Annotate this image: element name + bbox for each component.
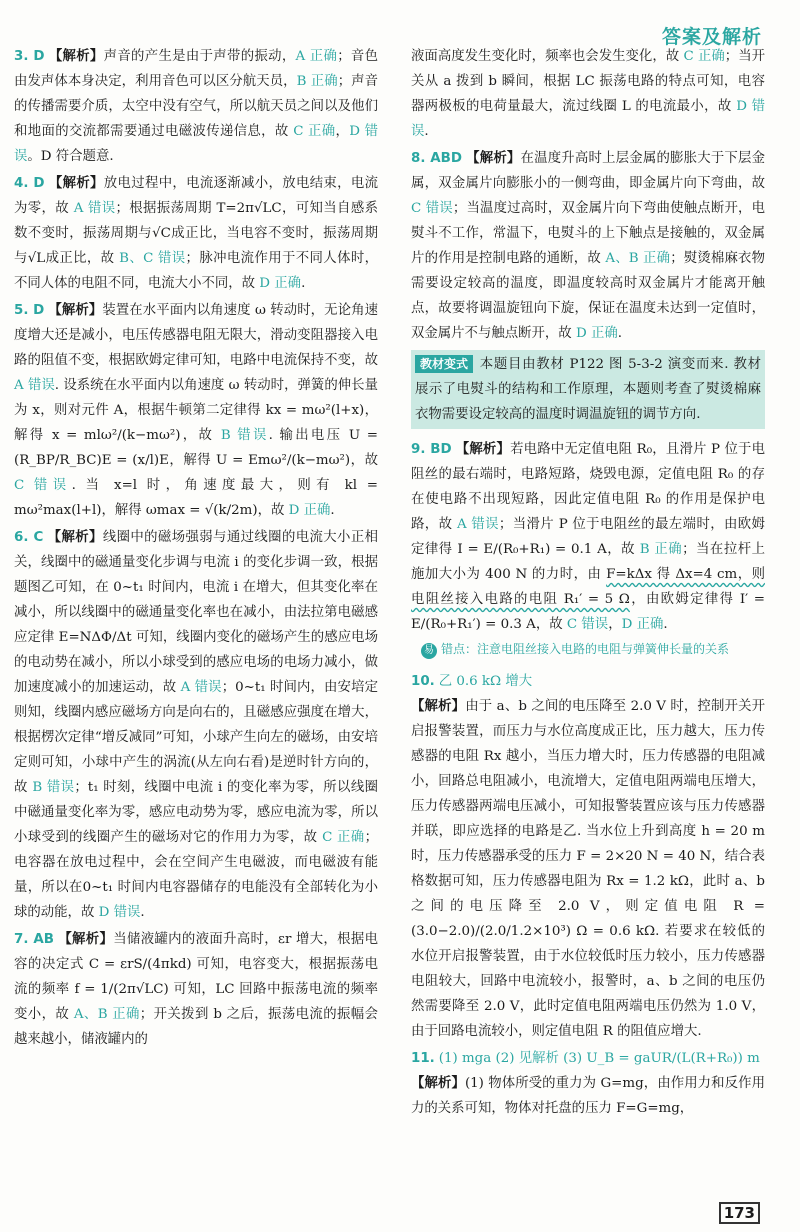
answer-3 [14, 44, 378, 169]
error-prone-icon: 易 [421, 643, 437, 659]
choice-judgement: A 错误 [180, 680, 222, 695]
text: 当储液罐内的液面升高时，εr 增大，根据电容的决定式 C = εrS/(4πkd) 可知，电容变大，根据振荡电流的频率 f = 1/(2π√LC) 可知，LC 回路中振荡电流的频率变小，故 [14, 932, 379, 1022]
error-prone-text: 错点：注意电阻丝接入电路的电阻与弹簧伸长量的关系 [441, 642, 730, 656]
analysis-tag: 【解析】 [48, 175, 104, 191]
page-number: 173 [719, 1202, 760, 1224]
left-column [14, 44, 378, 1054]
choice-judgement: A 错误 [14, 378, 55, 393]
textbook-variant-text: 本题目由教材 P122 图 5-3-2 演变而来. 教材展示了电熨斗的结构和工作原理，本题则考查了熨烫棉麻衣物需要设定较高的温度时调温旋钮的调节方向. [415, 357, 761, 422]
text: . [330, 503, 335, 518]
analysis-tag: 【解析】 [48, 302, 103, 318]
text: . [301, 276, 306, 291]
answer-11 [411, 1046, 765, 1121]
answer-number: 3. D [14, 49, 45, 64]
answer-value: 乙 0.6 kΩ 增大 [438, 674, 533, 689]
wavy-underlined-text: F=kΔx 得 Δx=4 cm，则电阻丝接入电路的电阻 R₁′ = 5 Ω [411, 567, 765, 607]
analysis-paragraph [411, 694, 765, 1044]
answer-number: 9. BD [411, 442, 452, 457]
text: 。D 符合题意. [27, 149, 114, 164]
answer-7-continued [411, 44, 765, 144]
text: (1) 物体所受的重力为 G=mg，由作用力和反作用力的关系可知，物体对托盘的压力 F=G=mg， [411, 1076, 765, 1116]
text: 线圈中的磁场强弱与通过线圈的电流大小正相关，线圈中的磁通量变化步调与电流 i 的变化步调一致，根据题图乙可知，在 0~t₁ 时间内，电流 i 在增大，但其变化率在减小，所以线圈中的磁通量变化率也在减小，由法拉第电磁感应定律 E=NΔΦ/Δt 可知，线圈内变化的磁场产生的感应电场的电动势在减小，所以小球受到的感应电场的电场力减小，做加速度减小的加速运动，故 [14, 530, 379, 695]
text: ；脉冲电流作用于不同人体时，不同人体的电阻不同，电流大小不同，故 [14, 251, 379, 291]
text: . 设系统在水平面内以角速度 ω 转动时，弹簧的伸长量为 x，则对元件 A，根据牛顿第二定律得 kx = mω²(l+x)，解得 x = mlω²/(k−mω²)，故 [14, 378, 378, 443]
answer-9 [411, 437, 765, 637]
answer-8 [411, 146, 765, 346]
choice-judgement: A 错误 [457, 517, 499, 532]
text: 若电路中无定值电阻 R₀，且滑片 P 位于电阻丝的最右端时，电路短路，烧毁电源，定值电阻 R₀ 的存在使电路不出现短路，因此定值电阻 R₀ 的作用是保护电路，故 [411, 442, 766, 532]
answer-number: 11. [411, 1051, 435, 1066]
answer-10 [411, 669, 765, 1044]
choice-judgement: B 正确 [296, 74, 338, 89]
text: . [140, 905, 145, 920]
answer-4 [14, 171, 378, 296]
choice-judgement: B 错误 [220, 428, 269, 443]
choice-judgement: D 正确 [288, 503, 331, 518]
text: . [663, 617, 668, 632]
choice-judgement: C 正确 [683, 49, 725, 64]
choice-judgement: B 正确 [639, 542, 683, 557]
text: 装置在水平面内以角速度 ω 转动时，无论角速度增大还是减小，电压传感器电阻无限大，滑动变阻器接入电路的阻值不变，根据欧姆定律可知，电路中电流保持不变，故 [14, 303, 379, 368]
analysis-tag: 【解析】 [411, 1075, 465, 1091]
analysis-tag: 【解析】 [455, 441, 511, 457]
text: ；当开关从 a 拨到 b 瞬间，根据 LC 振荡电路的特点可知，电容器两极板的电荷量最大，流过线圈 L 的电流最小，故 [411, 49, 765, 114]
choice-judgement: A、B 正确 [73, 1007, 140, 1022]
text: ， [608, 617, 622, 632]
analysis-tag: 【解析】 [465, 150, 521, 166]
analysis-tag: 【解析】 [411, 698, 466, 714]
answer-number: 7. AB [14, 932, 54, 947]
choice-judgement: A、B 正确 [605, 251, 671, 266]
text: ；t₁ 时刻，线圈中电流 i 的变化率为零，所以线圈中磁通量变化率为零，感应电动势为零，感应电流为零，所以小球受到的线圈产生的磁场对它的作用力为零，故 [14, 780, 378, 845]
text: ；音色由发声体本身决定，利用音色可以区分航天员， [14, 49, 378, 89]
textbook-variant-box [411, 350, 765, 429]
text: ；电容器在放电过程中，会在空间产生电磁波，而电磁波有能量，所以在0~t₁ 时间内电容器储存的电能没有全部转化为小球的动能，故 [14, 830, 378, 920]
error-prone-note [421, 641, 765, 659]
choice-judgement: A 错误 [73, 201, 116, 216]
text: . [617, 326, 622, 341]
choice-judgement: C 正确 [293, 124, 336, 139]
textbook-variant-badge: 教材变式 [415, 355, 473, 373]
text: . [424, 124, 429, 139]
text: ；当在拉杆上施加大小为 400 N 的力时，由 [411, 542, 765, 582]
choice-judgement: D 错误 [14, 124, 378, 164]
choice-judgement: D 错误 [411, 99, 765, 139]
choice-judgement: B、C 错误 [119, 251, 186, 266]
answer-5 [14, 298, 378, 523]
answer-number: 8. ABD [411, 151, 462, 166]
answer-6 [14, 525, 378, 925]
answer-value: (1) mga (2) 见解析 (3) U_B = gaUR/(L(R+R₀)) m [438, 1051, 760, 1066]
text: ；当温度过高时，双金属片向下弯曲使触点断开，电熨斗不工作，常温下，电熨斗的上下触点是接触的，双金属片的作用是控制电路的通断，故 [411, 201, 765, 266]
page-header-title: 答案及解析 [661, 26, 762, 48]
choice-judgement: B 错误 [32, 780, 75, 795]
analysis-paragraph [411, 1071, 765, 1121]
analysis-tag: 【解析】 [48, 48, 104, 64]
choice-judgement: D 正确 [575, 326, 618, 341]
answer-number: 4. D [14, 176, 45, 191]
text: . 当 x=l 时，角速度最大，则有 kl = mω²max(l+l)，解得 ωmax = √(k/2m)，故 [14, 478, 378, 518]
right-column [411, 44, 765, 1123]
text: ；0~t₁ 时间内，由安培定则知，线圈内感应磁场方向是向右的，且磁感应强度在增大，根据楞次定律“增反减同”可知，小球产生向左的磁场，由安培定则可知，小球中产生的涡流(从左向右看)是逆时针方向的，故 [14, 680, 378, 795]
text: 由于 a、b 之间的电压降至 2.0 V 时，控制开关开启报警装置，而压力与水位高度成正比，压力越大，压力传感器的电阻 Rx 越小，当压力增大时，压力传感器的电阻减小，回路总电阻减小，电流增大，定值电阻两端电压增大，压力传感器两端电压减小，可知报警装置应该与压力传感器并联，即应选择的电路是乙. 当水位上升到高度 h = 20 m 时，压力传感器承受的压力 F = 2×20 N = 40 N，结合表格数据可知，压力传感器电阻为 Rx = 1.2 kΩ，此时 a、b 之间的电压降至 2.0 V，则定值电阻 R = (3.0−2.0)/(2.0/1.2×10³) Ω = 0.6 kΩ. 若要求在较低的水位开启报警装置，由于水位较低时压力较小，压力传感器电阻较大，回路中电流较小，报警时，a、b 之间的电压仍然需要降至 2.0 V，此时定值电阻两端电压仍然为 1.0 V，由于回路电流较小，则定值电阻 R 的阻值应增大. [411, 699, 766, 1039]
text: 声音的产生是由于声带的振动， [103, 49, 296, 64]
answer-number: 6. C [14, 530, 44, 545]
choice-judgement: C 错误 [566, 617, 609, 632]
analysis-tag: 【解析】 [47, 529, 103, 545]
choice-judgement: C 正确 [322, 830, 365, 845]
analysis-tag: 【解析】 [57, 931, 114, 947]
answer-number: 10. [411, 674, 435, 689]
choice-judgement: A 正确 [295, 49, 338, 64]
text: ， [335, 124, 350, 139]
text: ；熨烫棉麻衣物需要设定较高的温度，即温度较高时双金属片才能离开触点，故要将调温旋钮向下旋，保证在温度未达到一定值时，双金属片不与触点断开，故 [411, 251, 765, 341]
text: ；根据振荡周期 T=2π√LC，可知当自感系数不变时，振荡周期与√C成正比，当电容不变时，振荡周期与√L成正比，故 [14, 201, 378, 266]
text: ；开关拨到 b 之后，振荡电流的振幅会越来越小，储液罐内的 [14, 1007, 378, 1047]
choice-judgement: D 正确 [621, 617, 664, 632]
text: 液面高度发生变化时，频率也会发生变化，故 [411, 49, 684, 64]
text: 在温度升高时上层金属的膨胀大于下层金属，双金属片向膨胀小的一侧弯曲，即金属片向下弯曲，故 [411, 151, 765, 191]
choice-judgement: D 错误 [98, 905, 141, 920]
text: ；当滑片 P 位于电阻丝的最左端时，由欧姆定律得 I = E/(R₀+R₁) = 0.1 A，故 [411, 517, 765, 557]
choice-judgement: C 错误 [14, 478, 72, 493]
text: ，由欧姆定律得 I′ = E/(R₀+R₁′) = 0.3 A，故 [411, 592, 766, 632]
text: . 输出电压 U = (R_BP/R_BC)E = (x/l)E，解得 U = Emω²/(k−mω²)，故 [14, 428, 379, 468]
choice-judgement: D 正确 [259, 276, 302, 291]
text: ；声音的传播需要介质，太空中没有空气，所以航天员之间以及他们和地面的交流都需要通过电磁波传递信息，故 [14, 74, 378, 139]
answer-number: 5. D [14, 303, 45, 318]
answer-7 [14, 927, 378, 1052]
choice-judgement: C 错误 [411, 201, 453, 216]
text: 放电过程中，电流逐渐减小，放电结束，电流为零，故 [14, 176, 379, 216]
